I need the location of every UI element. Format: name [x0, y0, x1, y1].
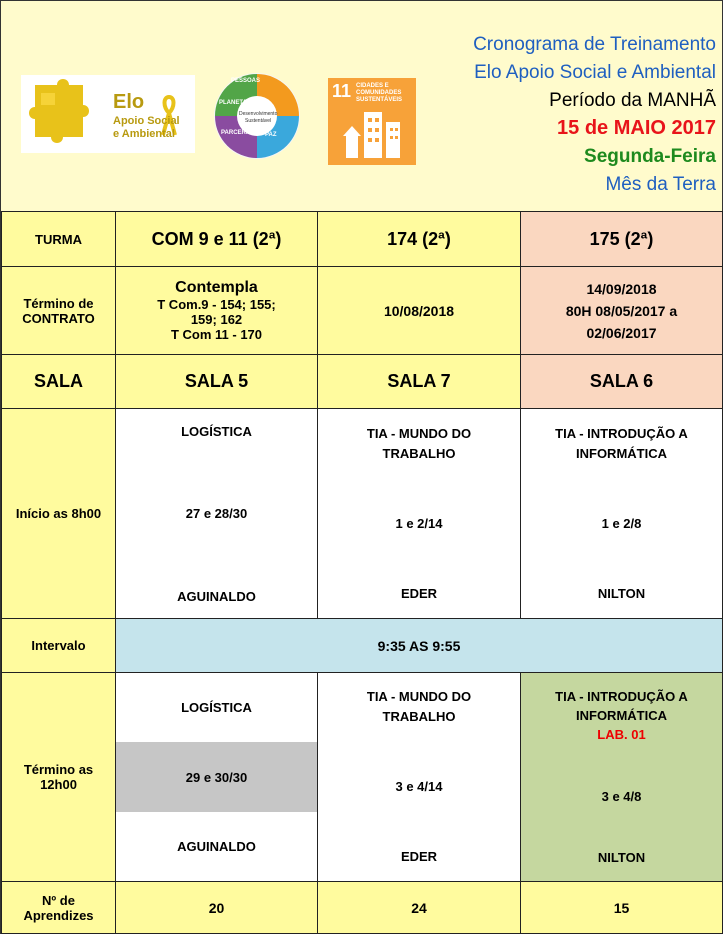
sala-c3: SALA 6 — [521, 355, 723, 409]
contempla-line1: T Com.9 - 154; 155; — [157, 297, 276, 312]
inicio-c3-subject2: INFORMÁTICA — [576, 445, 667, 461]
termino-c3-lab: LAB. 01 — [597, 727, 646, 742]
city-buildings-icon — [328, 78, 416, 165]
termino-c3-classes: 3 e 4/8 — [601, 788, 642, 804]
aprendizes-label — [2, 882, 116, 934]
termino-c2-subject — [318, 687, 520, 727]
inicio-c2-subject1: TIA - MUNDO DO — [366, 425, 472, 441]
c3-contract-line3: 02/06/2017 — [586, 324, 657, 341]
ds-left: PLANETA — [219, 100, 247, 106]
inicio-label: Início as 8h00 — [2, 409, 116, 619]
inicio-c1 — [116, 409, 318, 619]
ods-number: 11 — [332, 81, 352, 101]
contempla-line2: 159; 162 — [190, 312, 243, 327]
elo-logo-sub1: Apoio Social — [113, 115, 180, 127]
sala-label: SALA — [2, 355, 116, 409]
inicio-c3-teacher: NILTON — [597, 585, 646, 601]
termino-c2-teacher: EDER — [400, 849, 438, 864]
aprendizes-c3: 15 — [521, 882, 723, 934]
header-period: Período da MANHÃ — [549, 90, 716, 111]
turma-label: TURMA — [2, 212, 116, 267]
sala-c2: SALA 7 — [318, 355, 521, 409]
termino-label1: Término as — [23, 762, 94, 777]
inicio-c1-teacher: AGUINALDO — [177, 588, 256, 604]
termino-c1-teacher: AGUINALDO — [177, 839, 256, 854]
ds-bl: PARCERIAS — [221, 130, 256, 136]
contempla-line3: T Com 11 - 170 — [170, 327, 263, 342]
inicio-c1-classes: 27 e 28/30 — [185, 506, 248, 521]
termino-contrato-label1: Término de — [23, 295, 94, 311]
intervalo-time: 9:35 AS 9:55 — [116, 619, 723, 673]
termino-c1-subject: LOGÍSTICA — [181, 700, 252, 715]
inicio-c2-classes: 1 e 2/14 — [395, 515, 443, 531]
row-termino — [2, 673, 723, 882]
row-intervalo — [2, 619, 723, 673]
termino-c2-subject2: TRABALHO — [382, 709, 456, 724]
inicio-c2-subject — [318, 424, 520, 464]
termino-label2: 12h00 — [40, 777, 77, 792]
row-turma — [2, 212, 723, 267]
termino-contrato-label — [2, 267, 116, 355]
termino-c1-classes: 29 e 30/30 — [116, 742, 317, 812]
termino-c1 — [116, 673, 318, 882]
ods-11-logo — [328, 78, 416, 165]
termino-c2 — [318, 673, 521, 882]
ods-title1: CIDADES E — [356, 83, 389, 89]
header-org: Elo Apoio Social e Ambiental — [474, 62, 716, 83]
elo-logo-sub2: e Ambiental — [113, 128, 175, 140]
termino-contrato-c3 — [521, 267, 723, 355]
c3-contract-line1: 14/09/2018 — [586, 280, 657, 297]
row-inicio — [2, 409, 723, 619]
turma-c3: 175 (2ª) — [521, 212, 723, 267]
inicio-c2-subject2: TRABALHO — [382, 445, 456, 461]
aprendizes-label2: Aprendizes — [23, 907, 94, 923]
inicio-c3-classes: 1 e 2/8 — [601, 515, 642, 531]
contempla-title: Contempla — [175, 279, 258, 296]
termino-label — [2, 673, 116, 882]
termino-c3-subject — [521, 687, 722, 744]
intervalo-label: Intervalo — [2, 619, 116, 673]
header-weekday: Segunda-Feira — [584, 146, 716, 167]
turma-c2: 174 (2ª) — [318, 212, 521, 267]
ds-bottom: PAZ — [265, 132, 277, 138]
inicio-c3 — [521, 409, 723, 619]
elo-logo — [21, 75, 195, 153]
header-title: Cronograma de Treinamento — [473, 34, 716, 55]
ods-title3: SUSTENTÁVEIS — [356, 97, 403, 103]
aprendizes-c2: 24 — [318, 882, 521, 934]
inicio-c3-subject — [521, 424, 722, 464]
inicio-c3-subject1: TIA - INTRODUÇÃO A — [555, 425, 688, 441]
ds-top: PESSOAS — [231, 78, 261, 84]
sala-c1: SALA 5 — [116, 355, 318, 409]
c3-contract-line2: 80H 08/05/2017 a — [565, 302, 678, 319]
inicio-c2-teacher: EDER — [400, 585, 438, 601]
termino-contrato-c1 — [116, 267, 318, 355]
elo-logo-name: Elo — [113, 91, 145, 113]
sustainable-development-logo — [213, 72, 301, 160]
ds-center2: Sustentável — [245, 118, 272, 124]
row-termino-contrato — [2, 267, 723, 355]
header-date: 15 de MAIO 2017 — [557, 117, 716, 139]
inicio-c1-subject: LOGÍSTICA — [181, 423, 252, 439]
aprendizes-c1: 20 — [116, 882, 318, 934]
termino-c3-teacher: NILTON — [597, 850, 646, 865]
termino-contrato-label2: CONTRATO — [22, 310, 95, 326]
termino-c3 — [521, 673, 723, 882]
header — [1, 1, 722, 211]
row-sala — [2, 355, 723, 409]
turma-c1: COM 9 e 11 (2ª) — [116, 212, 318, 267]
header-month-theme: Mês da Terra — [605, 174, 716, 195]
puzzle-icon — [21, 75, 195, 153]
aprendizes-label1: Nº de — [42, 892, 75, 908]
inicio-c2 — [318, 409, 521, 619]
termino-c3-subject1: TIA - INTRODUÇÃO A — [555, 689, 688, 704]
termino-c2-classes: 3 e 4/14 — [395, 779, 443, 794]
termino-c3-subject2: INFORMÁTICA — [576, 708, 667, 723]
ds-center1: Desenvolvimento — [239, 111, 278, 117]
row-aprendizes — [2, 882, 723, 934]
ods-title2: COMUNIDADES — [356, 90, 402, 96]
termino-c2-subject1: TIA - MUNDO DO — [366, 689, 472, 704]
schedule-table — [1, 211, 723, 934]
termino-contrato-c2: 10/08/2018 — [318, 267, 521, 355]
